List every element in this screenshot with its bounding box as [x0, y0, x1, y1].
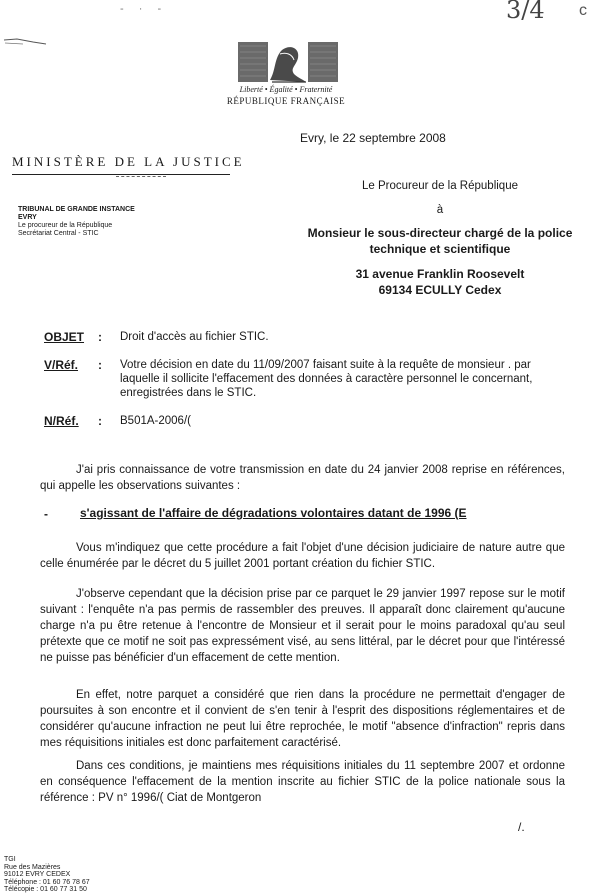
- republic-motto: Liberté • Égalité • Fraternité: [239, 85, 333, 94]
- ministry-dash: [116, 176, 166, 180]
- footer-line: 91012 EVRY CEDEX: [4, 871, 71, 878]
- address-preposition: à: [436, 204, 444, 216]
- bullet-heading: s'agissant de l'affaire de dégradations volontaires datant de 1996 (E: [80, 506, 467, 520]
- page-number: 3/4: [506, 0, 545, 24]
- ref-text-nref: B501A-2006/(: [120, 415, 191, 427]
- tribunal-block: [18, 206, 135, 238]
- ministry-name: MINISTÈRE DE LA JUSTICE: [12, 154, 245, 169]
- body-paragraph: En effet, notre parquet a considéré que rien dans la procédure ne permettait d'engager de poursuites à son encontre et il convient de s'en tenir à l'esprit des dispositions réglementaires et de considérer qu'aucune infraction ne peut lui être reprochée, le motif "absence d'infraction" repris dans mes réquisitions initiales est donc parfaitement caractérisé.: [40, 689, 565, 749]
- body-paragraph: J'observe cependant que la décision prise par ce parquet le 29 janvier 1997 repose sur le motif suivant : l'enquête n'a pas permis de rassembler des preuves. Il apparaît donc clairement qu'aucune charge n'a pu être retenue à l'encontre de Monsieur et il serait pour le moins paradoxal qu'au seul prétexte que ce motif ne soit pas expressément visé, au sens littéral, par le décret pour que l'intéressé ne puisse pas bénéficier d'un effacement de cette mention.: [40, 588, 565, 664]
- corner-mark: c: [579, 2, 587, 19]
- ref-colon: :: [98, 330, 102, 344]
- ref-colon: :: [98, 358, 102, 372]
- ministry-rule: [12, 174, 230, 175]
- sender-title: Le Procureur de la République: [362, 180, 518, 192]
- ref-label-nref: N/Réf.: [44, 414, 79, 428]
- body-paragraph: J'ai pris connaissance de votre transmission en date du 24 janvier 2008 reprise en références, qui appelle les observations suivantes :: [40, 464, 565, 492]
- letter-date: Evry, le 22 septembre 2008: [300, 131, 446, 145]
- ref-text-vref: Votre décision en date du 11/09/2007 faisant suite à la requête de monsieur . par laquelle il sollicite l'effacement des données à caractère personnel le concernant, enregistrées dans le STIC.: [120, 359, 533, 399]
- recipient-line-1: Monsieur le sous-directeur chargé de la police: [307, 226, 573, 240]
- closing-mark: /.: [518, 820, 525, 834]
- ref-text-objet: Droit d'accès au fichier STIC.: [120, 331, 269, 343]
- footer-line: Rue des Mazières: [4, 863, 61, 871]
- tribunal-service: Secrétariat Central - STIC: [18, 230, 99, 237]
- scan-marks: - · -: [120, 3, 168, 15]
- tribunal-office: Le procureur de la République: [18, 222, 113, 229]
- bullet-dash: -: [44, 507, 48, 521]
- ref-label-objet: OBJET: [44, 330, 85, 344]
- ref-colon: :: [98, 414, 102, 428]
- recipient-line-2: technique et scientifique: [369, 242, 511, 256]
- scrawl-mark: [3, 36, 47, 48]
- body-paragraph: Vous m'indiquez que cette procédure a fait l'objet d'une décision judiciaire de nature autre que celle énumérée par le décret du 5 juillet 2001 portant création du fichier STIC.: [40, 542, 565, 570]
- footer-address: [4, 856, 90, 894]
- body-paragraph: Dans ces conditions, je maintiens mes réquisitions initiales du 11 septembre 2007 et ordonne en conséquence l'effacement de la mention inscrite au fichier STIC de la police nationale sous la référence : PV n° 1996/( Ciat de Montgeron: [40, 760, 565, 804]
- recipient-city: 69134 ECULLY Cedex: [378, 283, 502, 297]
- footer-line: TGI: [4, 856, 16, 863]
- tribunal-city: EVRY: [18, 214, 37, 221]
- republic-name: RÉPUBLIQUE FRANÇAISE: [226, 96, 346, 106]
- tribunal-name: TRIBUNAL DE GRANDE INSTANCE: [18, 206, 135, 213]
- footer-line: Télécopie : 01 60 77 31 50: [4, 886, 87, 893]
- ref-label-vref: V/Réf.: [44, 358, 79, 372]
- recipient-street: 31 avenue Franklin Roosevelt: [355, 267, 525, 281]
- footer-line: Téléphone : 01 60 76 78 67: [4, 878, 90, 886]
